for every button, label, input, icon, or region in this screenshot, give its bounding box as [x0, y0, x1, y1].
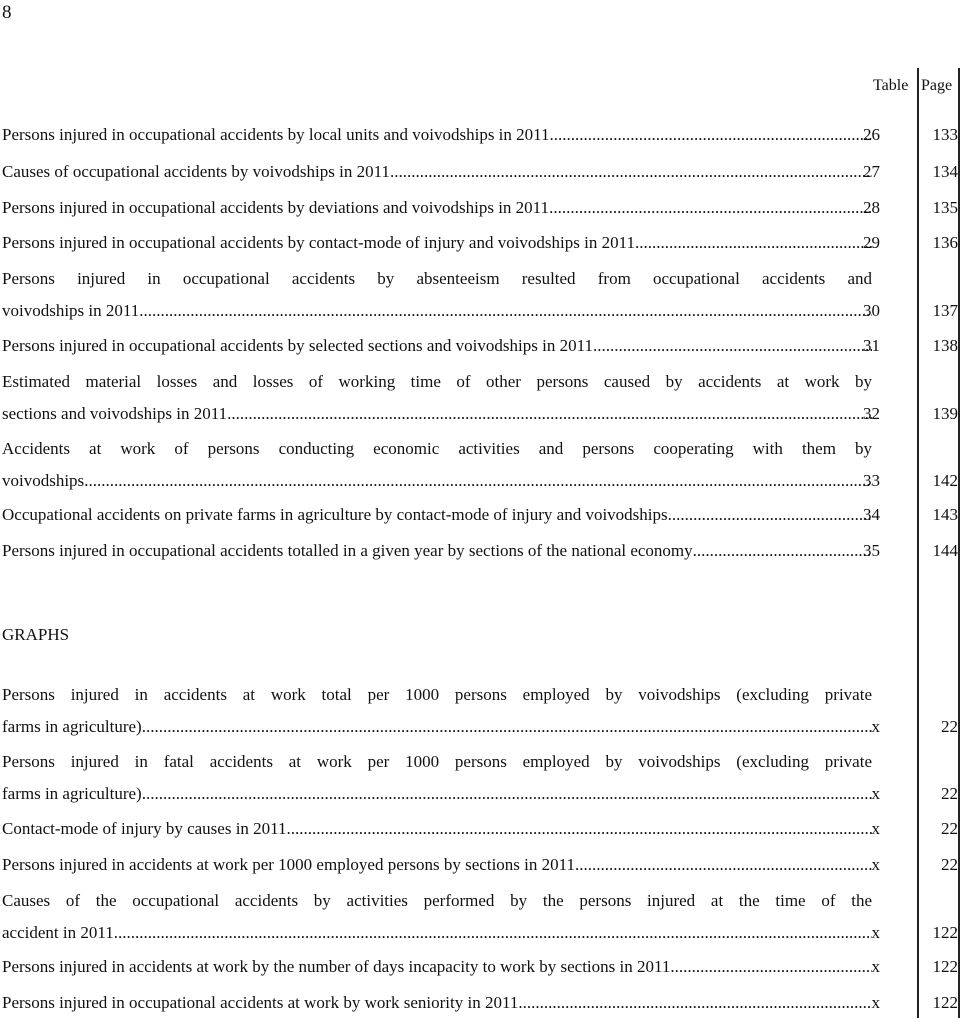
dot-leader — [227, 398, 872, 430]
entry-line — [2, 433, 872, 465]
entry-title: sections and voivodships in 2011 — [2, 404, 228, 423]
table-number: 30 — [863, 301, 880, 320]
dot-leader — [575, 849, 872, 881]
entry-line — [2, 330, 872, 362]
dot-leader — [693, 535, 872, 567]
table-entry — [2, 227, 872, 259]
table-number: x — [871, 993, 880, 1012]
entry-line — [2, 813, 872, 845]
graph-entry — [2, 679, 872, 743]
page-ref: 138 — [932, 336, 958, 355]
column-divider-left — [917, 68, 919, 1018]
graphs-section-title: GRAPHS — [2, 625, 70, 644]
entry-line — [2, 119, 872, 151]
dot-leader — [390, 156, 872, 188]
entry-title: Persons injured in occupational accidents by local units and voivodships in 2011 — [2, 125, 550, 144]
table-number: 32 — [863, 404, 880, 423]
dot-leader — [114, 917, 872, 949]
table-entry — [2, 433, 872, 497]
entry-line — [2, 917, 872, 949]
entry-line — [2, 499, 872, 531]
entry-title: Persons injured in accidents at work total per 1000 persons employed by voivodships (excluding private — [2, 685, 872, 704]
table-number: 33 — [863, 471, 880, 490]
page-ref: 142 — [932, 471, 958, 490]
page-ref: 144 — [932, 541, 958, 560]
table-number: 27 — [863, 162, 880, 181]
entry-title: Persons injured in accidents at work per 1000 employed persons by sections in 2011 — [2, 855, 576, 874]
entry-line — [2, 295, 872, 327]
column-divider-right — [958, 68, 960, 1018]
entry-line — [2, 987, 872, 1019]
entry-title: Occupational accidents on private farms in agriculture by contact-mode of injury and voivodships — [2, 505, 668, 524]
page-number: 8 — [2, 2, 12, 23]
graph-entry — [2, 885, 872, 949]
table-number: x — [871, 819, 880, 838]
graph-entry — [2, 746, 872, 810]
entry-title: Estimated material losses and losses of working time of other persons caused by accidents at work by — [2, 372, 872, 391]
page-ref: 137 — [932, 301, 958, 320]
entry-line — [2, 156, 872, 188]
page-ref: 139 — [932, 404, 958, 423]
page-ref: 122 — [932, 957, 958, 976]
entry-title: Persons injured in occupational accidents by selected sections and voivodships in 2011 — [2, 336, 593, 355]
table-number: x — [871, 855, 880, 874]
entry-line — [2, 366, 872, 398]
dot-leader — [142, 778, 872, 810]
table-column-header: Table — [873, 77, 909, 94]
entry-title: Persons injured in occupational accidents by deviations and voivodships in 2011 — [2, 198, 550, 217]
table-entry — [2, 366, 872, 430]
entry-title: Persons injured in occupational accidents at work by work seniority in 2011 — [2, 993, 519, 1012]
page-ref: 134 — [932, 162, 958, 181]
entry-title: Causes of occupational accidents by voivodships in 2011 — [2, 162, 390, 181]
entry-line — [2, 746, 872, 778]
page-column-header: Page — [921, 77, 953, 94]
page-ref: 133 — [932, 125, 958, 144]
entry-title: Persons injured in occupational accidents by absenteeism resulted from occupational accidents and — [2, 269, 872, 288]
dot-leader — [139, 295, 872, 327]
dot-leader — [550, 119, 872, 151]
entry-line — [2, 778, 872, 810]
page-ref: 136 — [932, 233, 958, 252]
entry-title: Causes of the occupational accidents by activities performed by the persons injured at the time of the — [2, 891, 872, 910]
entry-title: farms in agriculture) — [2, 784, 142, 803]
page-ref: 135 — [932, 198, 958, 217]
page-ref: 22 — [941, 855, 958, 874]
entry-line — [2, 849, 872, 881]
table-number: 31 — [863, 336, 880, 355]
table-number: 29 — [863, 233, 880, 252]
entry-title: Persons injured in occupational accidents by contact-mode of injury and voivodships in 2011 — [2, 233, 635, 252]
dot-leader — [142, 711, 872, 743]
entry-line — [2, 885, 872, 917]
table-entry — [2, 192, 872, 224]
table-number: 35 — [863, 541, 880, 560]
page-ref: 143 — [932, 505, 958, 524]
entry-line — [2, 679, 872, 711]
entry-title: Persons injured in accidents at work by the number of days incapacity to work by sections in 2011 — [2, 957, 671, 976]
graph-entry — [2, 849, 872, 881]
entry-line — [2, 398, 872, 430]
dot-leader — [593, 330, 872, 362]
entry-title: Accidents at work of persons conducting economic activities and persons cooperating with them by — [2, 439, 872, 458]
table-number: x — [871, 957, 880, 976]
page-ref: 122 — [932, 993, 958, 1012]
dot-leader — [287, 813, 872, 845]
entry-title: farms in agriculture) — [2, 717, 142, 736]
page-ref: 22 — [941, 784, 958, 803]
entry-line — [2, 951, 872, 983]
table-entry — [2, 119, 872, 151]
entry-title: Persons injured in fatal accidents at work per 1000 persons employed by voivodships (excluding private — [2, 752, 872, 771]
graph-entry — [2, 987, 872, 1019]
dot-leader — [668, 499, 872, 531]
entry-title: Persons injured in occupational accidents totalled in a given year by sections of the national economy — [2, 541, 693, 560]
entry-line — [2, 465, 872, 497]
entry-title: voivodships — [2, 471, 85, 490]
dot-leader — [518, 987, 872, 1019]
table-number: x — [871, 923, 880, 942]
dot-leader — [670, 951, 872, 983]
entry-title: Contact-mode of injury by causes in 2011 — [2, 819, 287, 838]
table-entry — [2, 263, 872, 327]
graph-entry — [2, 951, 872, 983]
entry-line — [2, 192, 872, 224]
entry-line — [2, 711, 872, 743]
table-number: 26 — [863, 125, 880, 144]
table-entry — [2, 499, 872, 531]
table-number: x — [871, 784, 880, 803]
entry-line — [2, 263, 872, 295]
page-ref: 122 — [932, 923, 958, 942]
page-ref: 22 — [941, 819, 958, 838]
entry-title: accident in 2011 — [2, 923, 114, 942]
table-entry — [2, 156, 872, 188]
table-number: 28 — [863, 198, 880, 217]
table-number: x — [871, 717, 880, 736]
dot-leader — [549, 192, 872, 224]
entry-title: voivodships in 2011 — [2, 301, 140, 320]
graph-entry — [2, 813, 872, 845]
dot-leader — [635, 227, 872, 259]
table-entry — [2, 330, 872, 362]
table-entry — [2, 535, 872, 567]
page-ref: 22 — [941, 717, 958, 736]
entry-line — [2, 227, 872, 259]
entry-line — [2, 535, 872, 567]
table-number: 34 — [863, 505, 880, 524]
dot-leader — [84, 465, 872, 497]
